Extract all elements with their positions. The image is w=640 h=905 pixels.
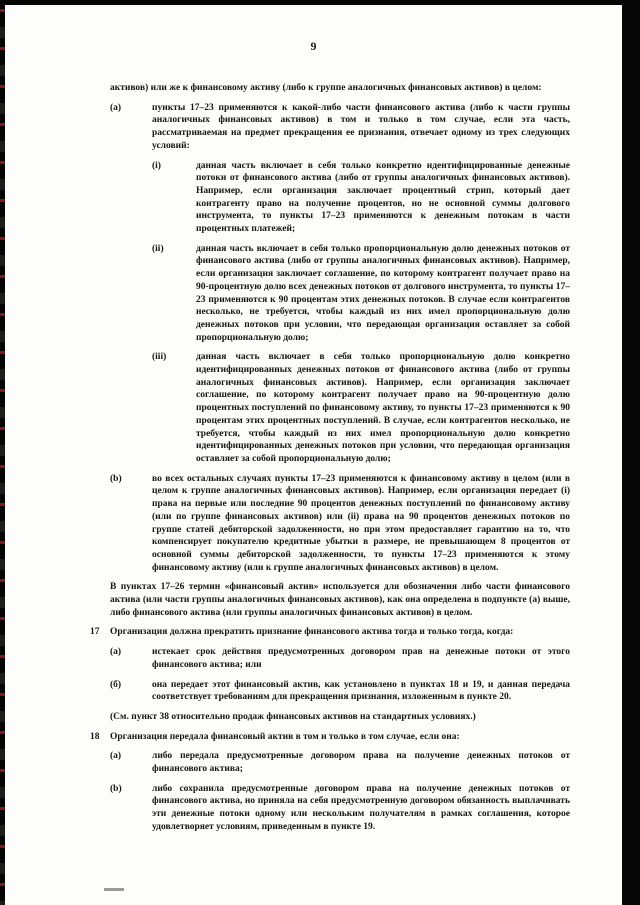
list-item-18b bbox=[110, 783, 570, 834]
list-item-ii-text: данная часть включает в себя только пропорциональную долю денежных потоков от финансового актива (либо от группы аналогичных финансовых активов). Например, если организация заключает соглашение, по которому контрагент получает право на 90-процентную долю всех денежных потоков от долгового инструмента, то пункты 17–23 применяются к 90 процентам этих денежных потоков. В случае если контрагентов несколько, не требуется, чтобы каждый из них имел пропорциональную долю денежных потоков при условии, что передающая организация оставляет за собой пропорциональную долю; bbox=[196, 243, 570, 343]
paragraph-17-text: Организация должна прекратить признание финансового актива тогда и только тогда, когда: bbox=[110, 627, 514, 638]
list-marker-i: (i) bbox=[152, 160, 161, 171]
page-number: 9 bbox=[310, 39, 317, 53]
list-item-18b-text: либо сохранила предусмотренные договором права на получение денежных потоков от финансового актива, но приняла на себя предусмотренную договором обязанность выплачивать эти денежные потоки одному или нескольким получателям в рамках соглашения, которое удовлетворяет условиям, приведенным в пункте 19. bbox=[152, 783, 570, 832]
list-marker-18b: (b) bbox=[110, 783, 122, 794]
list-marker-iii: (iii) bbox=[152, 352, 167, 363]
paragraph-terminology-note: В пунктах 17–26 термин «финансовый актив» используется для обозначения либо части финансового актива (или части группы аналогичных финансовых активов), как она определена в подпункте (a) выше, либо финансового актива (или группы аналогичных финансовых активов) в целом. bbox=[110, 582, 570, 618]
scan-edge-top bbox=[0, 0, 640, 5]
list-marker-17a: (а) bbox=[110, 647, 122, 658]
paragraph-18 bbox=[90, 731, 570, 744]
list-item-ii bbox=[152, 243, 570, 345]
list-marker-a: (a) bbox=[110, 102, 122, 113]
list-marker-18a: (a) bbox=[110, 751, 122, 762]
list-item-b-text: во всех остальных случаях пункты 17–23 применяются к финансовому активу в целом (или в целом к группе аналогичных финансовых активов). Например, если организация передает (i) права на первые или последние 90 процентов денежных поступлений по финансовому активу (или по группе финансовых активов) или (ii) права на 90 процентов денежных потоков по группе статей дебиторской задолженности, но при этом предоставляет гарантию на то, что компенсирует покупателю кредитные убытки в размере, не превышающем 8 процентов от основной суммы дебиторской задолженности, то пункты 17–23 применяются к этому финансовому активу (или к группе аналогичных финансовых активов) в целом. bbox=[152, 473, 570, 573]
list-item-17b-text: она передает этот финансовый актив, как установлено в пунктах 18 и 19, и данная передача соответствует требованиям для прекращения признания, изложенным в пункте 20. bbox=[152, 679, 570, 703]
list-item-iii-text: данная часть включает в себя только пропорциональную долю конкретно идентифицированных денежных потоков от финансового актива (либо от группы аналогичных финансовых активов). Например, если организация заключает соглашение, по которому контрагент получает право на 90-процентную долю процентных поступлений по финансовому активу, то пункты 17–23 применяются к 90 процентам этих процентных поступлений. В случае, если контрагентов несколько, не требуется, чтобы каждый из них имел пропорциональную долю конкретно идентифицированных денежных потоков при условии, что передающая организация оставляет за собой пропорциональную долю; bbox=[196, 352, 570, 464]
list-item-18a bbox=[110, 750, 570, 775]
scan-edge-right bbox=[622, 0, 640, 905]
list-item-a-text: пункты 17–23 применяются к какой-либо части финансового актива (либо к части группы аналогичных финансовых активов) в том и только в том случае, если эта часть, рассматриваемая на предмет прекращения ее признания, отвечает одному из трех следующих условий: bbox=[152, 102, 570, 151]
list-item-17a bbox=[110, 646, 570, 671]
paragraph-18-text: Организация передала финансовый актив в том и только в том случае, если она: bbox=[110, 731, 460, 742]
list-item-b bbox=[110, 473, 570, 575]
document-body bbox=[90, 82, 570, 841]
list-item-iii bbox=[152, 351, 570, 465]
list-marker-b: (b) bbox=[110, 473, 122, 484]
list-item-17a-text: истекает срок действия предусмотренных договором прав на денежные потоки от этого финансового актива; или bbox=[152, 647, 570, 670]
paragraph-continuation-intro: активов) или же к финансовому активу (либо к группе аналогичных финансовых активов) в целом: bbox=[110, 83, 542, 93]
paragraph-see-note: (См. пункт 38 относительно продаж финансовых активов на стандартных условиях.) bbox=[110, 711, 476, 722]
paragraph-17 bbox=[90, 626, 570, 639]
list-item-18a-text: либо передала предусмотренные договором права на получение денежных потоков от финансового актива; bbox=[152, 751, 570, 775]
scan-artifact-dash bbox=[104, 888, 124, 891]
paragraph-17-number: 17 bbox=[90, 627, 100, 638]
list-item-a bbox=[110, 102, 570, 153]
list-item-17b bbox=[110, 679, 570, 704]
list-item-i bbox=[152, 160, 570, 236]
scan-edge-left bbox=[0, 0, 5, 905]
paragraph-18-number: 18 bbox=[90, 731, 100, 742]
list-marker-17b: (б) bbox=[110, 679, 122, 690]
list-item-i-text: данная часть включает в себя только конкретно идентифицированные денежные потоки от финансового актива (либо от группы аналогичных финансовых активов). Например, если организация заключает процентный стрип, который дает контрагенту право на получение процентов, но не основной суммы долгового инструмента, то пункты 17–23 применяются к денежным потокам в части процентных платежей; bbox=[196, 160, 570, 235]
list-marker-ii: (ii) bbox=[152, 243, 164, 254]
